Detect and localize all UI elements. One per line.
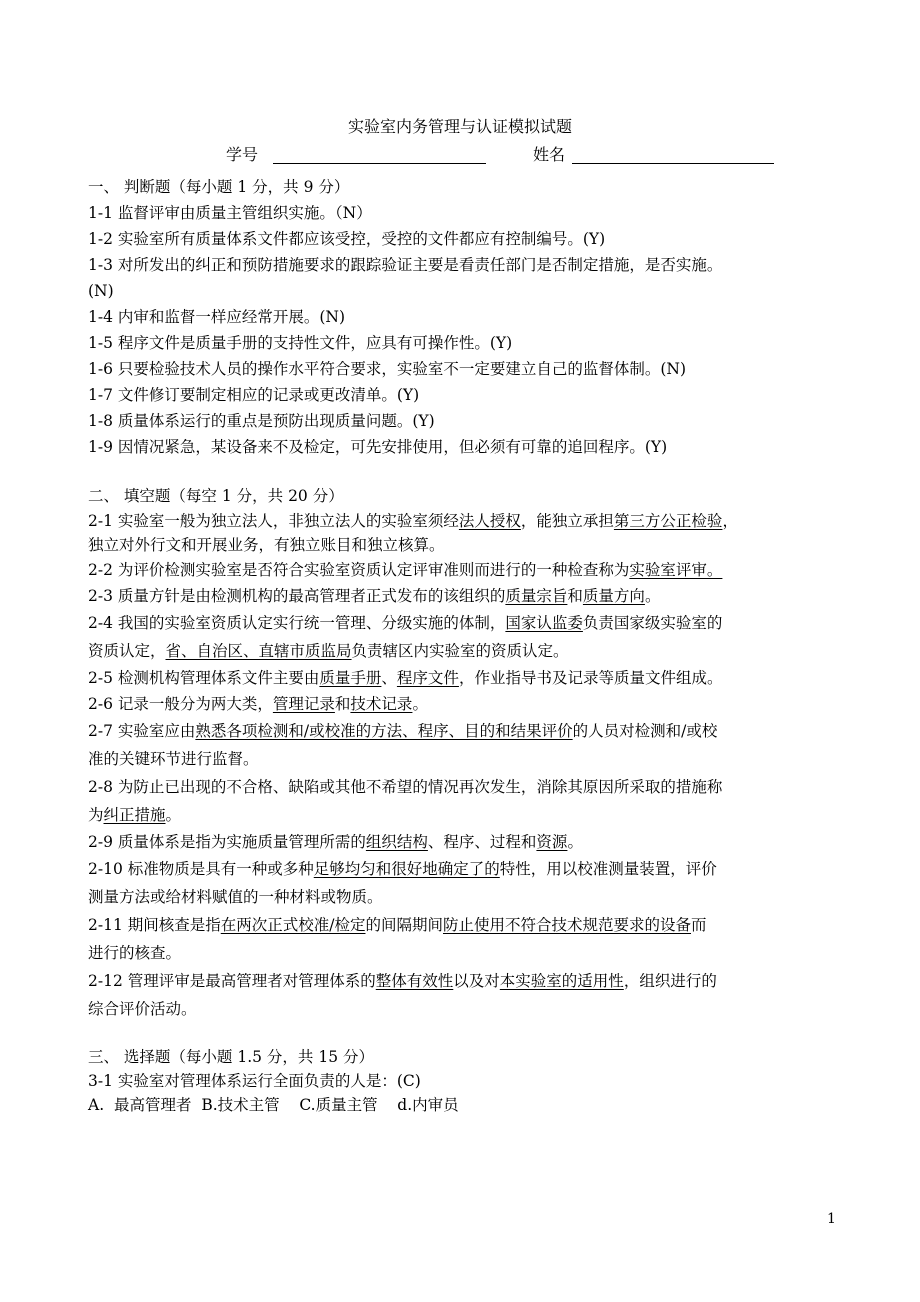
question-2-6: 2-6 记录一般分为两大类，管理记录和技术记录。 [88, 695, 428, 713]
student-id-label: 学号 [226, 145, 259, 164]
question-1-8: 1-8 质量体系运行的重点是预防出现质量问题。(Y) [88, 412, 435, 430]
question-1-7: 1-7 文件修订要制定相应的记录或更改清单。(Y) [88, 386, 420, 404]
question-1-5: 1-5 程序文件是质量手册的支持性文件，应具有可操作性。(Y) [88, 334, 513, 352]
answer-blank: 技术记录 [350, 695, 413, 713]
question-1-3-answer: (N) [88, 282, 114, 300]
answer-blank: 组织结构 [365, 833, 428, 851]
answer-blank: 整体有效性 [375, 972, 454, 990]
question-2-1: 2-1 实验室一般为独立法人，非独立法人的实验室须经法人授权，能独立承担第三方公正检验， 独立对外行文和开展业务，有独立账目和独立核算。 [88, 512, 738, 554]
answer-blank: 省、自治区、直辖市质监局 [165, 642, 352, 660]
question-1-9: 1-9 因情况紧急，某设备来不及检定，可先安排使用，但必须有可靠的追回程序。(Y) [88, 438, 668, 456]
question-2-10: 2-10 标准物质是具有一种或多种足够均匀和很好地确定了的特性，用以校准测量装置，评价 测量方法或给材料赋值的一种材料或物质。 [88, 860, 717, 906]
question-3-1-options: A. 最高管理者 B.技术主管 C.质量主管 d.内审员 [88, 1096, 459, 1114]
question-1-6: 1-6 只要检验技术人员的操作水平符合要求，实验室不一定要建立自己的监督体制。(N) [88, 360, 687, 378]
answer-blank: 法人授权 [458, 512, 521, 530]
question-1-3: 1-3 对所发出的纠正和预防措施要求的跟踪验证主要是看责任部门是否制定措施，是否实施。 [88, 256, 723, 274]
answer-blank: 质量手册 [319, 669, 382, 687]
answer-blank: 足够均匀和很好地确定了的 [313, 860, 500, 878]
answer-blank: 第三方公正检验 [613, 512, 723, 530]
question-2-11: 2-11 期间核查是指在两次正式校准/检定的间隔期间防止使用不符合技术规范要求的设备而 进行的核查。 [88, 916, 707, 962]
section-1-header: 一、 判断题（每小题 1 分，共 9 分） [88, 178, 350, 196]
question-2-7: 2-7 实验室应由熟悉各项检测和/或校准的方法、程序、目的和结果评价的人员对检测和/或校 准的关键环节进行监督。 [88, 722, 718, 768]
answer-blank: 国家认监委 [505, 614, 583, 632]
section-3-header: 三、 选择题（每小题 1.5 分，共 15 分） [88, 1048, 375, 1066]
answer-blank: 程序文件 [396, 669, 459, 687]
question-2-4: 2-4 我国的实验室资质认定实行统一管理、分级实施的体制，国家认监委负责国家级实验室的 资质认定，省、自治区、直辖市质监局负责辖区内实验室的资质认定。 [88, 614, 723, 660]
question-1-1: 1-1 监督评审由质量主管组织实施。（N） [88, 204, 372, 222]
answer-blank: 纠正措施 [103, 806, 166, 824]
answer-blank: 防止使用不符合技术规范要求的设备 [443, 916, 692, 934]
student-name-label: 姓名 [533, 145, 566, 164]
question-2-8: 2-8 为防止已出现的不合格、缺陷或其他不希望的情况再次发生，消除其原因所采取的措施称 为纠正措施。 [88, 778, 723, 824]
answer-blank: 在两次正式校准/检定 [220, 916, 366, 934]
question-2-12: 2-12 管理评审是最高管理者对管理体系的整体有效性以及对本实验室的适用性，组织进行的 综合评价活动。 [88, 972, 717, 1018]
question-2-3: 2-3 质量方针是由检测机构的最高管理者正式发布的该组织的质量宗旨和质量方向。 [88, 587, 661, 605]
answer-blank: 本实验室的适用性 [499, 972, 624, 990]
question-2-5: 2-5 检测机构管理体系文件主要由质量手册、程序文件，作业指导书及记录等质量文件组成。 [88, 669, 723, 687]
section-2-header: 二、 填空题（每空 1 分，共 20 分） [88, 487, 344, 505]
answer-blank: 实验室评审。 [629, 561, 723, 579]
exam-body [88, 174, 840, 1117]
answer-blank: 管理记录 [272, 695, 335, 713]
student-id-blank[interactable] [273, 163, 486, 164]
question-1-4: 1-4 内审和监督一样应经常开展。(N) [88, 308, 346, 326]
question-3-1: 3-1 实验室对管理体系运行全面负责的人是：(C) [88, 1072, 421, 1090]
answer-blank: 质量宗旨 [505, 587, 568, 605]
student-info-line [0, 144, 920, 168]
page-number: 1 [827, 1211, 836, 1227]
question-1-2: 1-2 实验室所有质量体系文件都应该受控，受控的文件都应有控制编号。(Y) [88, 230, 606, 248]
document-title: 实验室内务管理与认证模拟试题 [347, 117, 572, 136]
answer-blank: 质量方向 [582, 587, 645, 605]
answer-blank: 资源 [536, 833, 568, 851]
question-2-9: 2-9 质量体系是指为实施质量管理所需的组织结构、程序、过程和资源。 [88, 833, 583, 851]
student-name-blank[interactable] [572, 163, 774, 164]
answer-blank: 熟悉各项检测和/或校准的方法、程序、目的和结果评价 [195, 722, 573, 740]
question-2-2: 2-2 为评价检测实验室是否符合实验室资质认定评审准则而进行的一种检查称为实验室评审。 [88, 561, 723, 579]
